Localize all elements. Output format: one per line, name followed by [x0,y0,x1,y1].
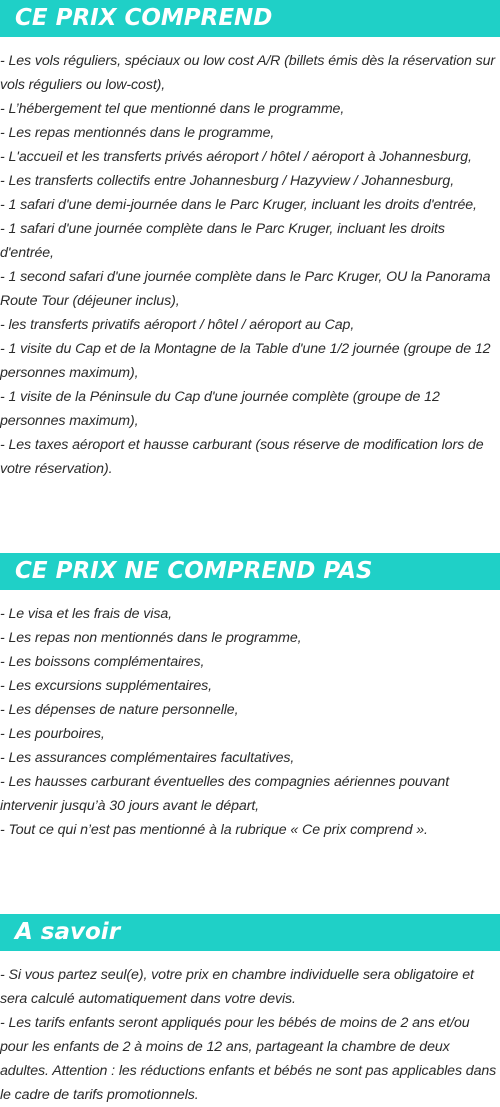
list-item: - Tout ce qui n’est pas mentionné à la rubrique « Ce prix comprend ». [0,822,428,838]
list-item: - Les taxes aéroport et hausse carburant (sous réserve de modification lors de votre réservation). [0,437,484,477]
list-item: - Si vous partez seul(e), votre prix en chambre individuelle sera obligatoire et sera calculé automatiquement dans votre devis. [0,967,474,1007]
list-item: - Les assurances complémentaires facultatives, [0,750,295,766]
list-item: - Les transferts collectifs entre Johannesburg / Hazyview / Johannesburg, [0,173,455,189]
list-item: - 1 safari d'une demi-journée dans le Parc Kruger, incluant les droits d'entrée, [0,197,477,213]
section-title-good-to-know: A savoir [0,914,500,951]
list-item: - 1 second safari d'une journée complète dans le Parc Kruger, OU la Panorama Route Tour (déjeuner inclus), [0,269,491,309]
not-included-list [0,590,500,842]
section-not-included [0,553,500,842]
section-title-not-included: CE PRIX NE COMPREND PAS [0,553,500,590]
list-item: - les transferts privatifs aéroport / hôtel / aéroport au Cap, [0,317,355,333]
good-to-know-list [0,951,500,1107]
list-item: - Les boissons complémentaires, [0,654,205,670]
section-title-included: CE PRIX COMPREND [0,0,500,37]
list-item: - Le visa et les frais de visa, [0,606,172,622]
list-item: - 1 visite de la Péninsule du Cap d'une journée complète (groupe de 12 personnes maximum), [0,389,440,429]
included-list [0,37,500,481]
list-item: - Les excursions supplémentaires, [0,678,212,694]
section-good-to-know [0,914,500,1107]
list-item: - Les tarifs enfants seront appliqués pour les bébés de moins de 2 ans et/ou pour les enfants de 2 à moins de 12 ans, partageant la chambre de deux adultes. Attention : les réductions enfants et bébés ne sont pas applicables dans le cadre de tarifs promotionnels. [0,1015,497,1103]
list-item: - Les repas mentionnés dans le programme, [0,125,275,141]
list-item: - Les pourboires, [0,726,105,742]
list-item: - L'accueil et les transferts privés aéroport / hôtel / aéroport à Johannesburg, [0,149,472,165]
section-included [0,0,500,481]
list-item: - 1 safari d'une journée complète dans le Parc Kruger, incluant les droits d'entrée, [0,221,445,261]
list-item: - Les repas non mentionnés dans le programme, [0,630,302,646]
list-item: - L’hébergement tel que mentionné dans le programme, [0,101,345,117]
list-item: - 1 visite du Cap et de la Montagne de la Table d'une 1/2 journée (groupe de 12 personnes maximum), [0,341,491,381]
list-item: - Les dépenses de nature personnelle, [0,702,239,718]
list-item: - Les hausses carburant éventuelles des compagnies aériennes pouvant intervenir jusqu’à 30 jours avant le départ, [0,774,450,814]
list-item: - Les vols réguliers, spéciaux ou low cost A/R (billets émis dès la réservation sur vols réguliers ou low-cost), [0,53,496,93]
